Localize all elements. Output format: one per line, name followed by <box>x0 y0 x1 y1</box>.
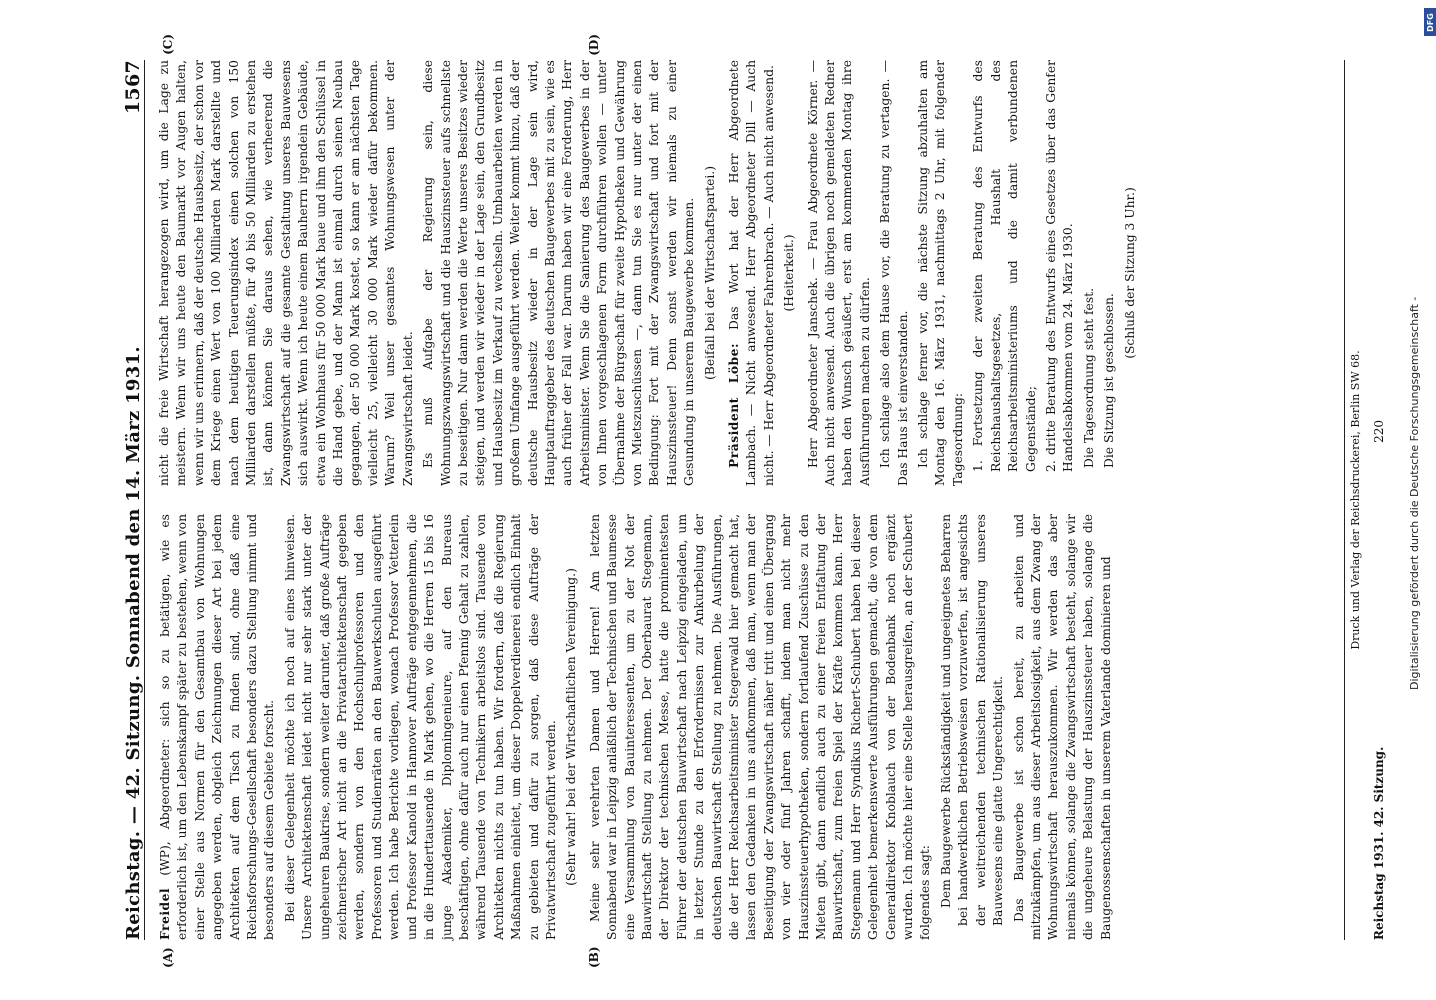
page-footer <box>1344 60 1390 940</box>
paragraph: Die Tagesordnung steht fest. <box>1081 288 1096 468</box>
running-header: Reichstag. — 42. Sitzung. Sonnabend den 14. März 1931. <box>123 346 144 940</box>
margin-marker-d: (D) <box>587 34 601 56</box>
paragraph: Das Baugewerbe ist schon bereit, zu arbeiten und mitzukämpfen, um aus dieser Arbeitslosigkeit, aus dem Zwang der Wohnungswirtschaft herauszukommen. Wir werden das aber niemals können, solange die Zwangswirtschaft besteht, solange wir die ungeheure Belastung der Hauszinssteuer haben, solange die Baugenossenschaften in unserem Vaterlande dominieren und <box>1011 514 1113 940</box>
paragraph: Ich schlage ferner vor, die nächste Sitzung abzuhalten am Montag den 16. März 1931, nachmittags 2 Uhr, mit folgender Tagesordnung: <box>916 60 965 486</box>
margin-marker-c: (C) <box>161 34 175 55</box>
speaker-note: (WP), Abgeordneter: <box>158 738 172 876</box>
paragraph: nicht die freie Wirtschaft herangezogen wird, um die Lage zu meistern. Wenn wir uns heute den Baumarkt vor Augen halten, wenn wir uns erinnern, daß der deutsche Hausbesitz, der schon vor dem Kriege einen Wert von 100 Milliarden Mark darstellte und nach dem heutigen Teuerungsindex einen solchen von 150 Milliarden darstellen müßte, für 40 bis 50 Milliarden zu erstehen ist, dann können Sie daraus sehen, wie verheerend die Zwangswirtschaft auf die gesamte Gestaltung unseres Bauwesens sich auswirkt. Wenn ich heute einem Bauherrn irgendein Gebäude, etwa ein Wohnhaus für 50 000 Mark baue und ihm den Schlüssel in die Hand gebe, und der Mann ist einmal durch seinen Neubau gegangen, der 50 000 Mark kostet, so kann er am nächsten Tage vielleicht 25, vielleicht 30 000 Mark wieder dafür bekommen. Warum? Weil unser gesamtes Wohnungswesen unter der Zwangswirtschaft leidet. <box>157 60 415 486</box>
paragraph: Es muß Aufgabe der Regierung sein, diese Wohnungszwangswirtschaft und die Hauszinssteuer aufs schnellste zu beseitigen. Nur dann werden die Werte unseres Besitzes wieder steigen, und werden wir wieder in der Lage sein, den Grundbesitz und Hausbesitz im Verkauf zu wechseln. Umbauarbeiten werden in großem Umfange ausgeführt werden. Weiter kommt hinzu, daß der deutsche Hausbesitz wieder in der Lage sein wird, Hauptauftraggeber des deutschen Baugewerbes mit zu sein, wie es auch früher der Fall war. Darum haben wir eine Forderung, Herr Arbeitsminister. Wenn Sie die Sanierung des Baugewerbes in der von Ihnen vorgeschlagenen Form durchführen wollen — unter Übernahme der Bürgschaft für zweite Hypotheken und Gewährung von Mietszuschüssen —, dann tun Sie es nur unter der einen Bedingung: Fort mit der Zwangswirtschaft und fort mit der Hauszinssteuer! Denn sonst werden wir niemals zu einer Gesundung in unserem Baugewerbe kommen. <box>421 60 697 486</box>
speaker-paragraph <box>156 514 279 940</box>
paragraph: Ich schlage also dem Hause vor, die Beratung zu vertagen. — Das Haus ist einverstanden. <box>878 60 910 486</box>
agenda-list <box>970 60 1077 472</box>
agenda-item: 1. Fortsetzung der zweiten Beratung des Entwurfs des Reichshaushaltsgesetzes, Haushalt des Reichsarbeitsministeriums und die damit verbundenen Gegenstände; <box>971 60 1038 472</box>
quotation: Dem Baugewerbe Rückständigkeit und ungeeignetes Beharren bei handwerklichen Betriebsweisen vorzuwerfen, ist angesichts der weitreichenden technischen Rationalisierung unseres Bauwesens eine glatte Ungerechtigkeit. <box>938 514 1006 926</box>
footer-left: Reichstag 1931. 42. Sitzung. <box>1372 746 1386 940</box>
funding-notice: Digitalisierung gefördert durch die Deutsche Forschungsgemeinschaft - <box>1408 296 1421 690</box>
printer-imprint: Druck und Verlag der Reichsdruckerei, Berlin SW 68. <box>1344 60 1362 940</box>
document-page <box>90 34 1390 968</box>
applause-note: (Beifall bei der Wirtschaftspartei.) <box>702 166 717 380</box>
agenda-item: 2. dritte Beratung des Entwurfs eines Gesetzes über das Genfer Handelsabkommen vom 24. März 1930. <box>1043 60 1076 472</box>
speaker-name: Freidel <box>157 887 172 940</box>
page-number: 1567 <box>122 60 144 115</box>
paragraph: Bei dieser Gelegenheit möchte ich noch auf eines hinweisen. Unsere Architektenschaft leidet nicht nur sehr stark unter der ungeheuren Baukrise, sondern weiter darunter, daß große Aufträge zeichnerischer Art nicht an die Privatarchitektenschaft gegeben werden, sondern von den Hochschulprofessoren und den Professoren und Studienräten an den Bauwerkschulen ausgeführt werden. Ich habe Berichte vorliegen, wonach Professor Vetterlein und Professor Kanold in Hannover Aufträge entgegennehmen, die in die Hunderttausende in Mark gehen, wo die Herren 15 bis 16 junge Akademiker, Diplomingenieure, auf den Bureaus beschäftigen, ohne dafür auch nur einen Pfennig Gehalt zu zahlen, während Tausende von Technikern arbeitslos sind. Tausende von Architekten nichts zu tun haben. Wir fordern, daß die Regierung Maßnahmen einleitet, um dieser Doppelverdienerei endlich Einhalt zu gebieten und dafür zu sorgen, daß diese Aufträge der Privatwirtschaft zugeführt werden. <box>282 514 558 940</box>
president-label: Präsident Löbe: <box>726 342 741 468</box>
closing-note: (Schluß der Sitzung 3 Uhr.) <box>1122 187 1137 359</box>
dfg-logo: DFG <box>1424 8 1436 36</box>
paragraph-text: Das Wort hat der Herr Abgeordnete Lambach. — Nicht anwesend. Herr Abgeordneter Dill — Auch nicht. — Herr Abgeordneter Fahrenbrach. — Auch nicht anwesend. <box>727 60 776 486</box>
president-paragraph <box>725 60 778 486</box>
paragraph-text: sich so zu betätigen, wie es erforderlich ist, um den Lebenskampf später zu bestehen, wenn von einer Stelle aus Normen für den Gesamtbau von Wohnungen angegeben werden, obgleich Zeichnungen dieser Art bei jedem Architekten auf dem Tisch zu finden sind, ohne daß eine Reichsforschungs-Gesellschaft besonders dazu Stellung nimmt und besonders auf diesem Gebiete forscht. <box>158 514 277 940</box>
margin-marker-b: (B) <box>587 946 601 968</box>
laughter-note: (Heiterkeit.) <box>782 234 797 312</box>
paragraph: Meine sehr verehrten Damen und Herren! Am letzten Sonnabend war in Leipzig anläßlich der Technischen und Baumesse eine Versammlung von Bauinteressenten, um zu der Not der Bauwirtschaft Stellung zu nehmen. Der Oberbaurat Stegemann, der Direktor der technischen Messe, hatte die prominentesten Führer der deutschen Bauwirtschaft nach Leipzig eingeladen, um in letzter Stunde zu den Erfordernissen zur Ankurbelung der deutschen Bauwirtschaft Stellung zu nehmen. Die Ausführungen, die der Herr Reichsarbeitsminister Stegerwald hier gemacht hat, lassen den Gedanken in uns aufkommen, daß man, wenn man der Beseitigung der Zwangswirtschaft näher tritt und einen Übergang von vier oder fünf Jahren schafft, indem man nicht mehr Hauszinssteuerhypotheken, sondern fortlaufend Zuschüsse zu den Mieten gibt, dann endlich auch zu einer freien Entfaltung der Bauwirtschaft, zum freien Spiel der Kräfte kommen kann. Herr Stegemann und Herr Syndikus Richert-Schubert haben bei dieser Gelegenheit bemerkenswerte Ausführungen gemacht, die von dem Generaldirektor Knoblauch von der Bodenbank noch ergänzt wurden. Ich möchte hier eine Stelle herausgreifen, an der Schubert folgendes sagt: <box>587 514 933 940</box>
sheet-number: 220 <box>1372 420 1386 443</box>
paragraph: Herr Abgeordneter Janschek. — Frau Abgeordnete Körner. — Auch nicht anwesend. Auch die übrigen noch gemeldeten Redner haben den Wunsch geäußert, erst am kommenden Montag ihre Ausführungen machen zu dürfen. <box>805 60 872 486</box>
column-right <box>156 34 1330 486</box>
paragraph: Die Sitzung ist geschlossen. <box>1102 293 1117 468</box>
interjection: (Sehr wahr! bei der Wirtschaftlichen Vereinigung.) <box>564 568 579 886</box>
page-header <box>90 60 145 940</box>
margin-marker-a: (A) <box>161 947 175 968</box>
text-columns <box>156 34 1330 968</box>
column-left <box>156 514 1330 968</box>
